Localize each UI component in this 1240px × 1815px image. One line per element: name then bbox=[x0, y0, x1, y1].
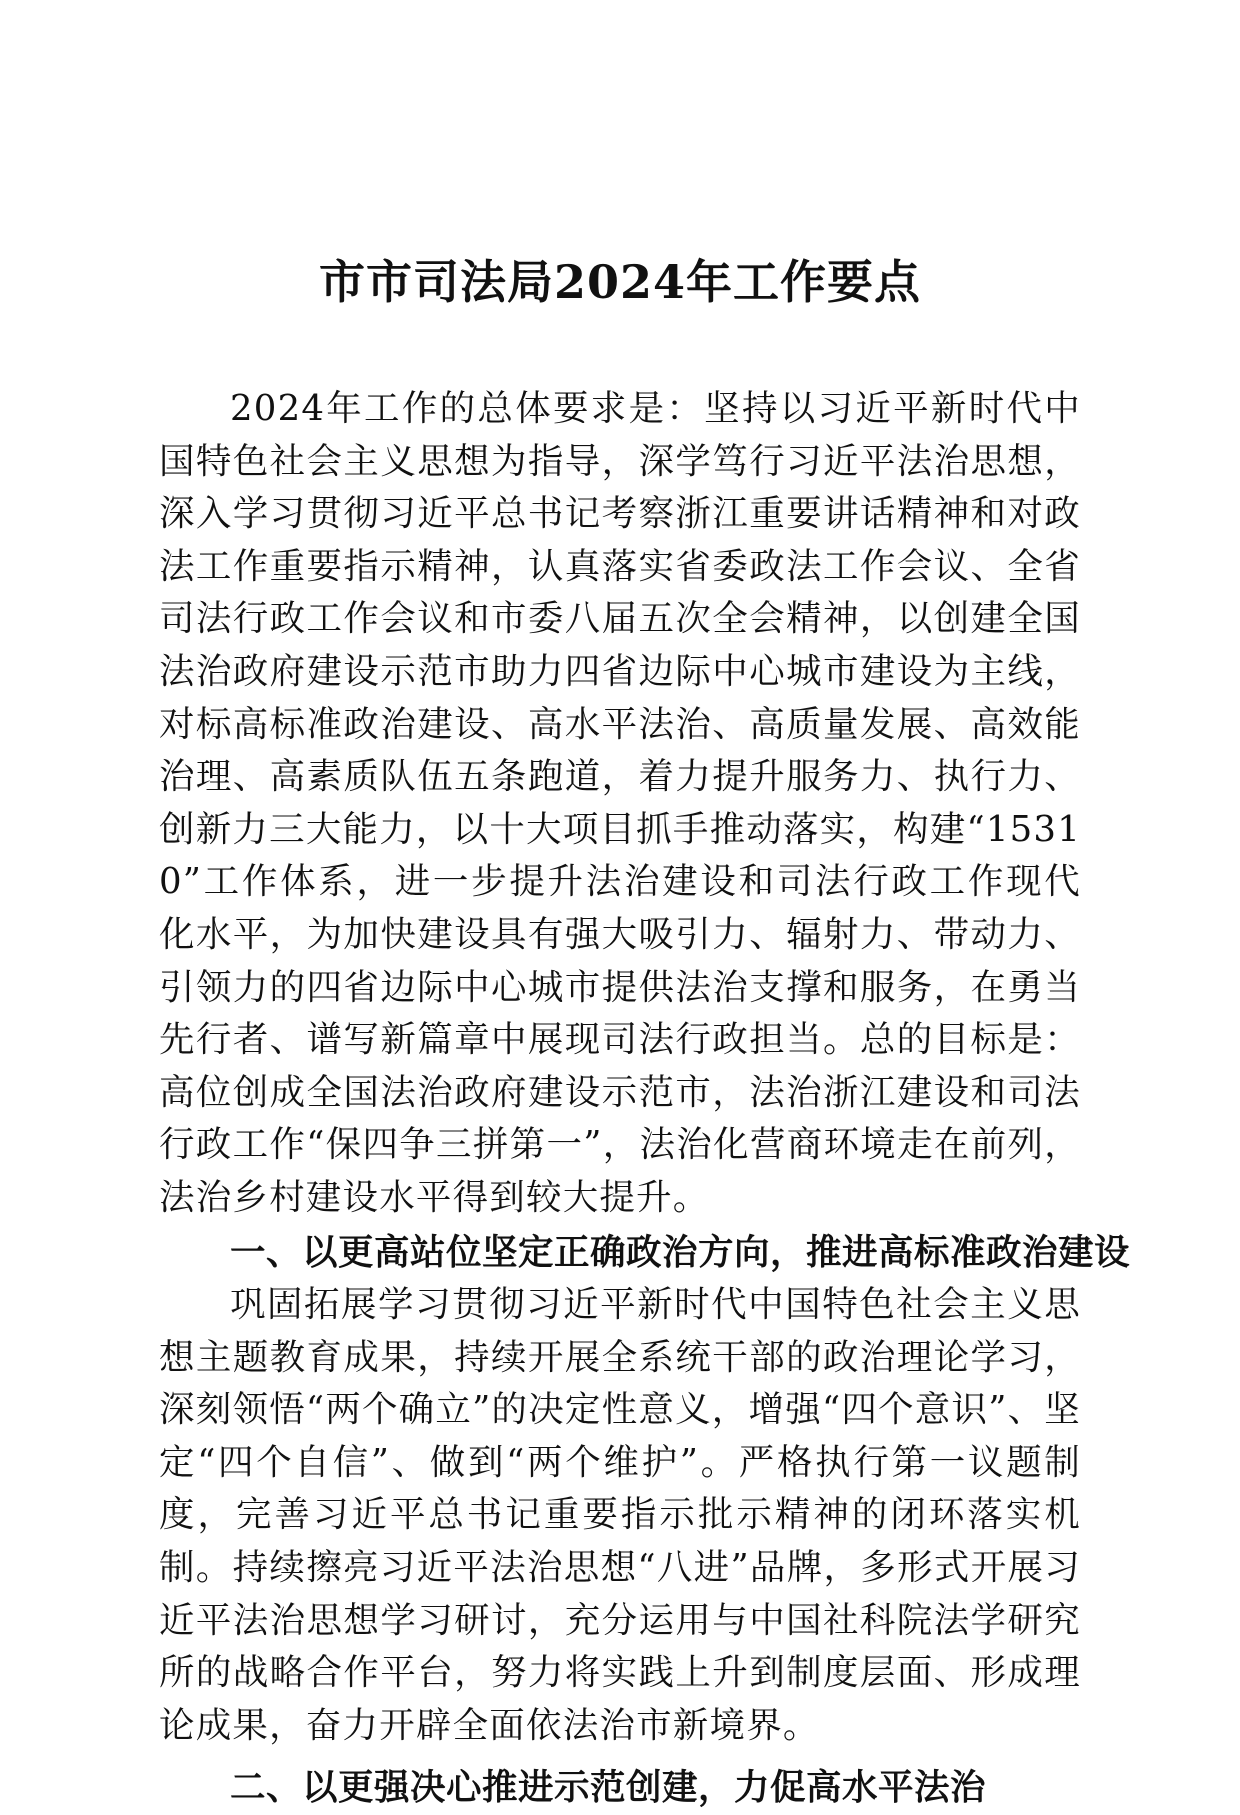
section-heading-1: 一、以更高站位坚定正确政治方向，推进高标准政治建设 bbox=[230, 1231, 1131, 1273]
section-1-paragraph: 巩固拓展学习贯彻习近平新时代中国特色社会主义思想主题教育成果，持续开展全系统干部的政治理论学习，深刻领悟“两个确立”的决定性意义，增强“四个意识”、坚定“四个自信”、做到“两个维护”。严格执行第一议题制度，完善习近平总书记重要指示批示精神的闭环落实机制。持续擦亮习近平法治思想“八进”品牌，多形式开展习近平法治思想学习研讨，充分运用与中国社科院法学研究所的战略合作平台，努力将实践上升到制度层面、形成理论成果，奋力开辟全面依法治市新境界。 bbox=[159, 1284, 1081, 1746]
intro-paragraph: 2024年工作的总体要求是：坚持以习近平新时代中国特色社会主义思想为指导，深学笃行习近平法治思想，深入学习贯彻习近平总书记考察浙江重要讲话精神和对政法工作重要指示精神，认真落实省委政法工作会议、全省司法行政工作会议和市委八届五次全会精神，以创建全国法治政府建设示范市助力四省边际中心城市建设为主线，对标高标准政治建设、高水平法治、高质量发展、高效能治理、高素质队伍五条跑道，着力提升服务力、执行力、创新力三大能力，以十大项目抓手推动落实，构建“15310”工作体系，进一步提升法治建设和司法行政工作现代化水平，为加快建设具有强大吸引力、辐射力、带动力、引领力的四省边际中心城市提供法治支撑和服务，在勇当先行者、谱写新篇章中展现司法行政担当。总的目标是：高位创成全国法治政府建设示范市，法治浙江建设和司法行政工作“保四争三拼第一”，法治化营商环境走在前列，法治乡村建设水平得到较大提升。 bbox=[159, 388, 1081, 1218]
section-heading-2: 二、以更强决心推进示范创建，力促高水平法治 bbox=[230, 1767, 987, 1809]
document-title: 市市司法局2024年工作要点 bbox=[318, 255, 922, 309]
document-body bbox=[159, 383, 1131, 1815]
